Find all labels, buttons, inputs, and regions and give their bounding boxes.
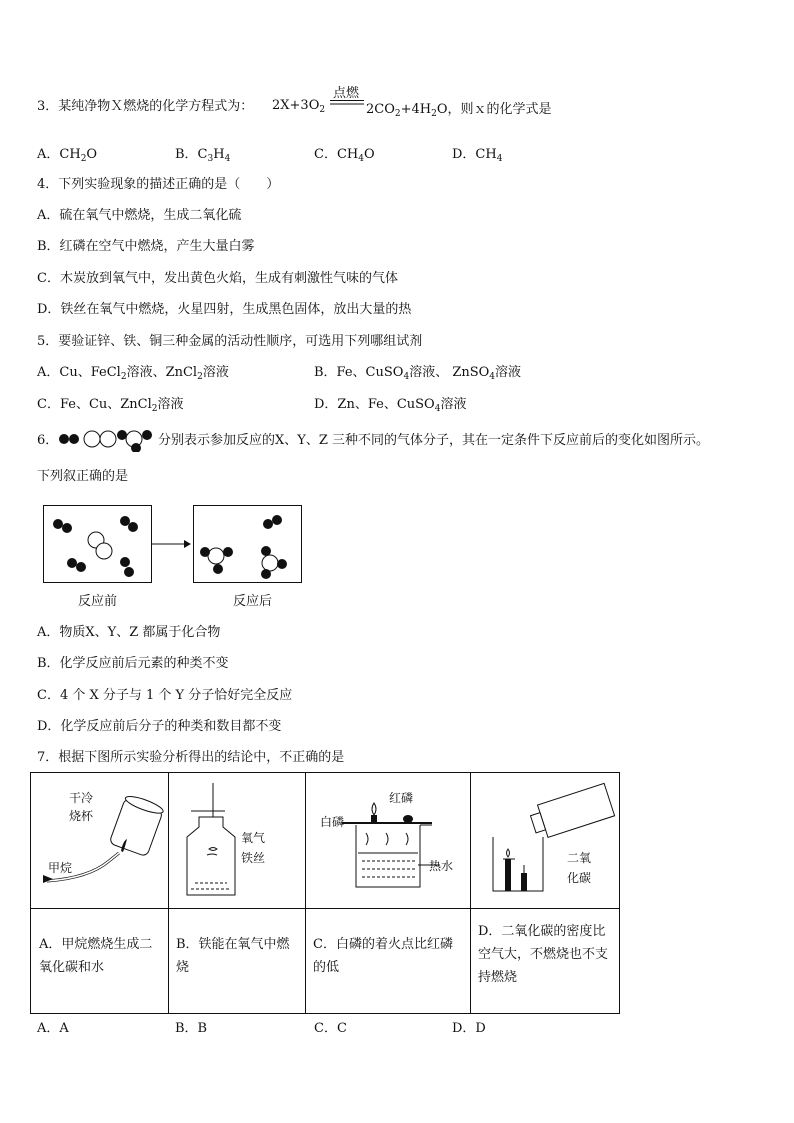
q6-option-b[interactable]: B．化学反应前后元素的种类不变	[37, 656, 229, 671]
reaction-before-box	[43, 505, 152, 583]
q5-option-b[interactable]: B．Fe、CuSO$_4$溶液、 ZnSO$_4$溶液	[314, 365, 522, 382]
co2-candles-icon	[481, 781, 616, 901]
before-label: 反应前	[78, 594, 118, 609]
label-hot-water: 热水	[429, 859, 454, 873]
q5-option-c[interactable]: C．Fe、Cu、ZnCl$_2$溶液	[37, 397, 184, 414]
cell-conclusion-b: B．铁能在氧气中燃烧	[176, 937, 290, 975]
q6-option-c[interactable]: C．4 个 X 分子与 1 个 Y 分子恰好完全反应	[37, 688, 293, 703]
reaction-arrow-icon	[152, 538, 192, 550]
label-iron-wire: 铁丝	[241, 851, 266, 865]
q4-option-b[interactable]: B．红磷在空气中燃烧，产生大量白雾	[37, 239, 255, 254]
cell-conclusion-a: A．甲烷燃烧生成二氧化碳和水	[39, 937, 153, 975]
cell-conclusion-d: D．二氧化碳的密度比空气大，不燃烧也不支持燃烧	[478, 924, 609, 985]
after-label: 反应后	[233, 594, 273, 609]
molecule-legend-icon	[58, 426, 158, 452]
table-divider	[305, 773, 306, 1013]
q3-equals-arrow	[330, 99, 366, 107]
label-red-phosphorus: 红磷	[389, 791, 414, 805]
label-dry-cold: 干冷	[69, 791, 94, 805]
q7-experiment-table	[30, 772, 620, 1014]
after-molecules-icon	[194, 506, 301, 582]
cell-conclusion-c: C．白磷的着火点比红磷的低	[313, 937, 453, 975]
q6-number: 6．	[37, 433, 59, 448]
q7-option-b[interactable]: B．B	[175, 1021, 208, 1036]
q6-option-d[interactable]: D．化学反应前后分子的种类和数目都不变	[37, 719, 282, 734]
q3-condition: 点燃	[333, 86, 360, 101]
q4-option-c[interactable]: C．木炭放到氧气中，发出黄色火焰，生成有刺激性气味的气体	[37, 271, 398, 286]
q3-option-b[interactable]: B．$C_3H_4$	[175, 147, 231, 164]
iron-oxygen-bottle-icon	[181, 783, 241, 901]
label-beaker: 烧杯	[69, 809, 94, 823]
q6-option-a[interactable]: A．物质X、Y、Z 都属于化合物	[37, 625, 221, 640]
table-divider	[31, 908, 619, 909]
q3-option-a[interactable]: A．$CH_2O$	[37, 147, 98, 164]
phosphorus-beaker-icon	[336, 795, 456, 895]
before-molecules-icon	[44, 506, 151, 582]
label-carbon-dioxide-2: 化碳	[567, 871, 592, 885]
q3-stem: 3．某纯净物Ｘ燃烧的化学方程式为：	[37, 99, 254, 114]
q3-option-c[interactable]: C．$CH_4O$	[314, 147, 375, 164]
q5-stem: 5．要验证锌、铁、铜三种金属的活动性顺序，可选用下列哪组试剂	[37, 334, 423, 349]
q7-option-d[interactable]: D．D	[452, 1021, 486, 1036]
label-carbon-dioxide-1: 二氧	[567, 851, 592, 865]
label-oxygen: 氧气	[241, 831, 266, 845]
q4-option-d[interactable]: D．铁丝在氧气中燃烧，火星四射，生成黑色固体，放出大量的热	[37, 302, 412, 317]
q3-option-d[interactable]: D．$CH_4$	[452, 147, 503, 164]
q3-products: $2CO_2+4H_2O$，则ｘ的化学式是	[366, 102, 552, 119]
label-white-phosphorus: 白磷	[320, 815, 345, 829]
q7-option-a[interactable]: A．A	[37, 1021, 69, 1036]
q6-stem: 分别表示参加反应的X、Y、Z 三种不同的气体分子，其在一定条件下反应前后的变化如图所示。	[158, 433, 710, 448]
q5-option-d[interactable]: D．Zn、Fe、CuSO$_4$溶液	[314, 397, 467, 414]
q6-stem-2: 下列叙正确的是	[37, 469, 129, 484]
label-methane: 甲烷	[48, 861, 73, 875]
methane-beaker-icon	[39, 783, 164, 903]
q5-option-a[interactable]: A．Cu、FeCl$_2$溶液、ZnCl$_2$溶液	[37, 365, 229, 382]
q7-stem: 7．根据下图所示实验分析得出的结论中，不正确的是	[37, 750, 345, 765]
reaction-after-box	[193, 505, 302, 583]
q4-option-a[interactable]: A．硫在氧气中燃烧，生成二氧化硫	[37, 208, 242, 223]
table-divider	[168, 773, 169, 1013]
q4-stem: 4．下列实验现象的描述正确的是（ ）	[37, 177, 280, 192]
table-divider	[470, 773, 471, 1013]
q3-equation: $2X+3O_2$	[272, 98, 326, 115]
q7-option-c[interactable]: C．C	[314, 1021, 347, 1036]
